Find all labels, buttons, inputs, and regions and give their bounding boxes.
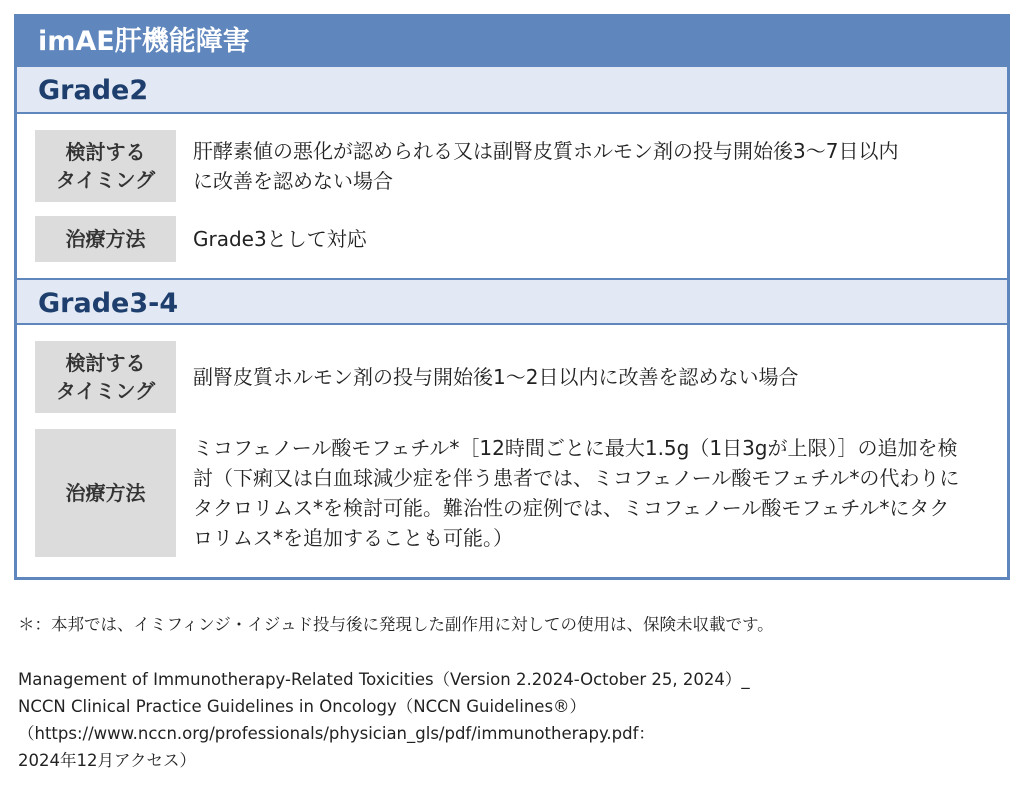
grade2-header: Grade2 [17,67,1007,114]
grade34-treatment-text: ミコフェノール酸モフェチル*［12時間ごとに最大1.5g（1日3gが上限）］の追加を検討（下痢又は白血球減少症を伴う患者では、ミコフェノール酸モフェチル*の代わりにタクロリムス*を検討可能。難治性の症例では、ミコフェノール酸モフェチル*にタクロリムス*を追加することも可能。） [193,436,960,550]
grade34-timing-row [35,341,989,413]
grade2-timing-row [35,130,989,202]
grade2-treatment-row [35,216,989,262]
liver-dysfunction-panel [14,14,1010,580]
grade2-treatment-label: 治療方法 [35,216,176,262]
grade34-header: Grade3-4 [17,278,1007,325]
reference-line-1: Management of Immunotherapy-Related Toxicities（Version 2.2024-October 25, 2024）_ [18,670,750,689]
grade34-treatment-row [35,429,989,557]
reference-line-2: NCCN Clinical Practice Guidelines in Oncology（NCCN Guidelines®） [18,697,587,716]
grade2-timing-label: 検討する タイミング [35,130,176,202]
grade34-timing-text: 副腎皮質ホルモン剤の投与開始後1〜2日以内に改善を認めない場合 [193,365,799,389]
reference-line-4: 2024年12月アクセス） [18,751,196,770]
footnote: ＊：本邦では、イミフィンジ・イジュド投与後に発現した副作用に対しての使用は、保険未収載です。 [18,615,774,634]
grade34-timing-label: 検討する タイミング [35,341,176,413]
grade34-treatment-label: 治療方法 [35,429,176,557]
grade34-section [17,325,1007,577]
panel-title: imAE肝機能障害 [17,17,1007,67]
reference-line-3: （https://www.nccn.org/professionals/physician_gls/pdf/immunotherapy.pdf： [18,724,655,743]
grade2-treatment-text: Grade3として対応 [193,227,367,251]
grade2-timing-text: 肝酵素値の悪化が認められる又は副腎皮質ホルモン剤の投与開始後3〜7日以内に改善を認めない場合 [193,139,899,193]
grade2-section [17,114,1007,278]
